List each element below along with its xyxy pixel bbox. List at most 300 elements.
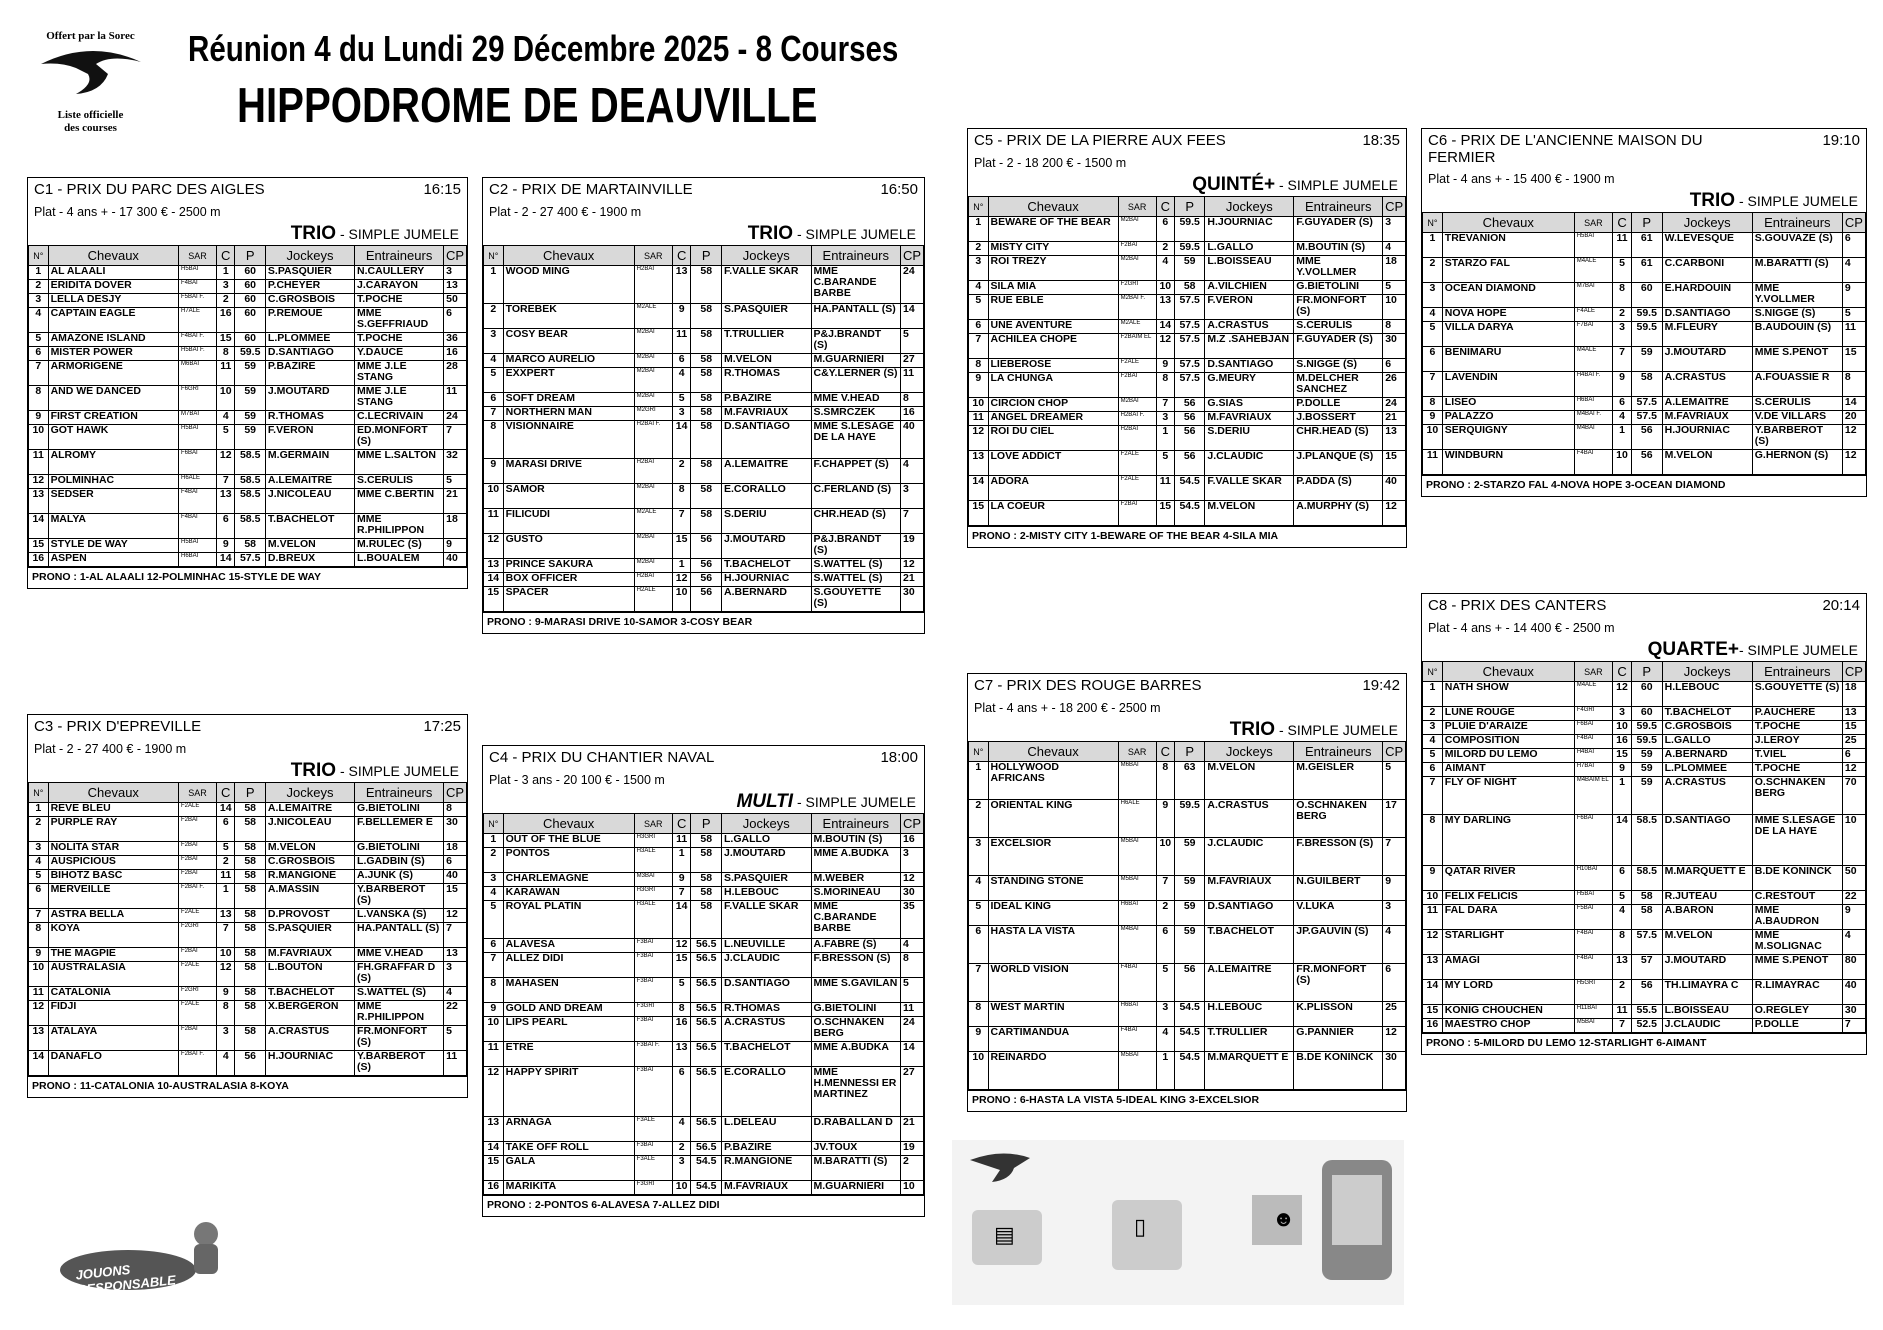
runner-row (29, 280, 467, 294)
jockey: J.MOUTARD (265, 386, 354, 411)
trainer: MME V.HEAD (355, 948, 444, 962)
column-header: SAR (1118, 197, 1156, 217)
runner-number: 7 (484, 953, 504, 978)
draw: 12 (672, 573, 691, 587)
bet-type (968, 174, 1406, 196)
runners-table (28, 782, 467, 1076)
jockey: H.LEBOUC (1205, 1002, 1294, 1027)
column-header: N° (484, 246, 504, 266)
draw: 11 (672, 329, 691, 354)
trainer: F.GUYADER (S) (1294, 334, 1383, 359)
sar-code: M2ALE (1118, 320, 1156, 334)
column-header: Entraineurs (811, 246, 901, 266)
trainer: O.SCHNAKEN BERG (1294, 800, 1383, 838)
jockey: D.SANTIAGO (1205, 359, 1294, 373)
weight: 55.5 (1631, 1005, 1662, 1019)
race-card-c7 (967, 673, 1407, 1112)
horse-name: PURPLE RAY (48, 817, 178, 842)
runner-number: 11 (484, 509, 504, 534)
draw: 3 (1156, 1002, 1174, 1027)
runner-row (484, 407, 924, 421)
runner-row (484, 1003, 924, 1017)
odds: 12 (901, 873, 924, 887)
odds: 10 (901, 1181, 924, 1195)
weight: 58 (235, 962, 265, 987)
race-time: 18:35 (1362, 132, 1400, 149)
runners-table (968, 741, 1406, 1090)
horse-name: MISTY CITY (988, 242, 1118, 256)
bet-sub: - SIMPLE JUMELE (1735, 193, 1858, 209)
odds: 13 (444, 280, 467, 294)
sar-code: M4BAI (1118, 926, 1156, 964)
prono-line: PRONO : 6-HASTA LA VISTA 5-IDEAL KING 3-EXCELSIOR (968, 1090, 1406, 1111)
jockey: C.GROSBOIS (1662, 721, 1752, 735)
jockey: A.BERNARD (1662, 749, 1752, 763)
jockey: T.BACHELOT (721, 559, 811, 573)
trainer: S.GOUYETTE (S) (1752, 682, 1842, 707)
horse-name: CHARLEMAGNE (503, 873, 634, 887)
draw: 4 (672, 368, 691, 393)
race-info: Plat - 2 - 18 200 € - 1500 m (974, 156, 1127, 170)
runner-row (1423, 233, 1866, 258)
prono-line: PRONO : 9-MARASI DRIVE 10-SAMOR 3-COSY BEAR (483, 612, 924, 633)
jockey: J.MOUTARD (721, 534, 811, 559)
race-header (968, 129, 1406, 152)
weight: 58 (235, 803, 265, 817)
person-icon: ☻ (1272, 1206, 1296, 1231)
draw: 9 (1613, 763, 1632, 777)
draw: 11 (672, 834, 691, 848)
draw: 11 (217, 361, 235, 386)
odds: 8 (901, 393, 924, 407)
draw: 9 (672, 304, 691, 329)
runner-number: 3 (484, 329, 504, 354)
column-header: C (217, 246, 235, 266)
horse-name: KOYA (48, 923, 178, 948)
jouons-responsable-badge (56, 1212, 221, 1298)
draw: 5 (672, 393, 691, 407)
odds: 15 (1383, 451, 1406, 476)
odds: 70 (1842, 777, 1865, 815)
jockey: X.BERGERON (265, 1001, 354, 1026)
draw: 2 (1613, 308, 1632, 322)
weight: 58.5 (235, 475, 265, 489)
runner-number: 7 (1423, 777, 1443, 815)
runner-number: 5 (29, 870, 49, 884)
weight: 58 (235, 923, 265, 948)
trainer: MME R.PHILIPPON (355, 514, 444, 539)
runner-number: 6 (1423, 763, 1443, 777)
jockey: A.CRASTUS (721, 1017, 811, 1042)
runner-number: 6 (1423, 347, 1443, 372)
runner-row (1423, 777, 1866, 815)
horse-name: OCEAN DIAMOND (1442, 283, 1574, 308)
sar-code: H6ALE (1118, 800, 1156, 838)
runner-row (484, 484, 924, 509)
weight: 59 (1631, 777, 1662, 815)
draw: 3 (1156, 412, 1174, 426)
runner-number: 13 (29, 489, 49, 514)
runner-row (1423, 905, 1866, 930)
runner-row (969, 398, 1406, 412)
weight: 58 (691, 459, 722, 484)
jockey: D.BREUX (265, 553, 354, 567)
runner-row (29, 553, 467, 567)
sar-code: F5BAI (1574, 905, 1612, 930)
trainer: MME C.BARANDE BARBE (811, 901, 901, 939)
race-name (1428, 597, 1606, 617)
sar-code: H2BAI F. (634, 421, 672, 459)
sar-code: F2BAI (178, 948, 216, 962)
odds: 3 (1383, 217, 1406, 242)
horse-name: NOLITA STAR (48, 842, 178, 856)
horse-name: CARTIMANDUA (988, 1027, 1118, 1052)
runner-row (484, 1117, 924, 1142)
trainer: CHR.HEAD (S) (1294, 426, 1383, 451)
odds: 5 (1383, 762, 1406, 800)
sar-code: M5BAI (1574, 1019, 1612, 1033)
draw: 2 (1156, 901, 1174, 926)
race-info: Plat - 4 ans + - 17 300 € - 2500 m (34, 205, 221, 219)
sar-code: F2BAI F. (178, 1051, 216, 1076)
odds: 9 (1842, 905, 1865, 930)
horse-name: WEST MARTIN (988, 1002, 1118, 1027)
column-header: Chevaux (503, 246, 634, 266)
runner-row (29, 870, 467, 884)
trainer: M.DELCHER SANCHEZ (1294, 373, 1383, 398)
weight: 58 (691, 354, 722, 368)
draw: 3 (672, 1156, 691, 1181)
jockey: A.CRASTUS (1205, 800, 1294, 838)
draw: 5 (217, 425, 235, 450)
runner-row (1423, 411, 1866, 425)
horse-name: BENIMARU (1442, 347, 1574, 372)
horse-name: MILORD DU LEMO (1442, 749, 1574, 763)
draw: 13 (217, 909, 235, 923)
sorec-swoosh-icon (36, 44, 146, 106)
odds: 21 (901, 573, 924, 587)
runner-number: 14 (484, 573, 504, 587)
trainer: M.WEBER (811, 873, 901, 887)
weight: 56.5 (691, 978, 722, 1003)
draw: 1 (217, 266, 235, 280)
draw: 8 (672, 1003, 691, 1017)
draw: 1 (672, 848, 691, 873)
weight: 56 (235, 1051, 265, 1076)
draw: 14 (217, 553, 235, 567)
bet-sub: - SIMPLE JUMELE (1275, 177, 1398, 193)
jockey: A.CRASTUS (1205, 320, 1294, 334)
horse-name: AND WE DANCED (48, 386, 178, 411)
runner-number: 2 (484, 304, 504, 329)
trainer: Y.BARBEROT (S) (355, 884, 444, 909)
odds: 12 (901, 559, 924, 573)
horse-name: FILICUDI (503, 509, 634, 534)
runner-row (1423, 450, 1866, 475)
column-header: N° (29, 246, 49, 266)
column-header: P (1175, 197, 1205, 217)
runner-number: 1 (969, 762, 989, 800)
runner-number: 3 (969, 838, 989, 876)
weight: 56 (691, 573, 722, 587)
runner-number: 8 (484, 421, 504, 459)
draw: 6 (1613, 866, 1632, 891)
weight: 61 (1631, 233, 1662, 258)
weight: 59 (1175, 876, 1205, 901)
prono-line: PRONO : 11-CATALONIA 10-AUSTRALASIA 8-KOYA (28, 1076, 467, 1097)
trainer: G.PANNIER (1294, 1027, 1383, 1052)
sar-code: F2ALE (178, 803, 216, 817)
odds: 40 (444, 553, 467, 567)
sar-code: F2BAI (178, 870, 216, 884)
odds: 9 (444, 539, 467, 553)
runner-row (29, 294, 467, 308)
runner-row (29, 909, 467, 923)
column-header: Jockeys (721, 246, 811, 266)
draw: 12 (1156, 334, 1174, 359)
weight: 58.5 (1631, 866, 1662, 891)
trainer: P.ADDA (S) (1294, 476, 1383, 501)
jockey: J.CLAUDIC (1205, 451, 1294, 476)
runner-row (484, 834, 924, 848)
weight: 57.5 (1175, 320, 1205, 334)
horse-name: AUSTRALASIA (48, 962, 178, 987)
runner-row (484, 901, 924, 939)
sar-code: F2ALE (1118, 476, 1156, 501)
weight: 61 (1631, 258, 1662, 283)
sar-code: F3BAI (634, 939, 672, 953)
draw: 8 (1156, 373, 1174, 398)
runner-row (969, 800, 1406, 838)
horse-name: ACHILEA CHOPE (988, 334, 1118, 359)
sar-code: M2GRI (634, 407, 672, 421)
weight: 57 (1631, 955, 1662, 980)
runner-row (1423, 283, 1866, 308)
horse-name: VILLA DARYA (1442, 322, 1574, 347)
runner-row (1423, 372, 1866, 397)
draw: 6 (217, 817, 235, 842)
weight: 59 (235, 361, 265, 386)
horse-name: MAESTRO CHOP (1442, 1019, 1574, 1033)
horse-name: STYLE DE WAY (48, 539, 178, 553)
runner-number: 9 (484, 1003, 504, 1017)
horse-name: PALAZZO (1442, 411, 1574, 425)
weight: 59 (235, 425, 265, 450)
race-info: Plat - 4 ans + - 15 400 € - 1900 m (1428, 172, 1615, 186)
runner-number: 14 (1423, 980, 1443, 1005)
weight: 54.5 (1175, 1052, 1205, 1090)
runner-row (29, 333, 467, 347)
weight: 56 (1175, 451, 1205, 476)
draw: 16 (217, 308, 235, 333)
column-header: Entraineurs (1752, 213, 1842, 233)
horse-name: COSY BEAR (503, 329, 634, 354)
runner-number: 10 (969, 1052, 989, 1090)
bet-main: QUINTÉ+ (1192, 174, 1276, 195)
sar-code: F2BAI (1118, 501, 1156, 526)
runner-number: 9 (1423, 411, 1443, 425)
weight: 56 (1175, 412, 1205, 426)
odds: 22 (1842, 891, 1865, 905)
jockey: L.BOUTON (265, 962, 354, 987)
trainer: ED.MONFORT (S) (355, 425, 444, 450)
trainer: C.LECRIVAIN (355, 411, 444, 425)
horse-name: AMAZONE ISLAND (48, 333, 178, 347)
weight: 60 (1631, 682, 1662, 707)
trainer: O.SCHNAKEN BERG (811, 1017, 901, 1042)
column-header: C (1156, 742, 1174, 762)
runner-row (29, 856, 467, 870)
jockey: L.BOISSEAU (1662, 1005, 1752, 1019)
prono-line: PRONO : 1-AL ALAALI 12-POLMINHAC 15-STYLE DE WAY (28, 567, 467, 588)
sar-code: F3GRI (634, 1181, 672, 1195)
trainer: T.POCHE (1752, 763, 1842, 777)
draw: 1 (1613, 425, 1632, 450)
trainer: P&J.BRANDT (S) (811, 534, 901, 559)
draw: 9 (217, 987, 235, 1001)
sar-code: H6BAI (178, 553, 216, 567)
trainer: MME S.LESAGE DE LA HAYE (1752, 815, 1842, 866)
weight: 58 (235, 539, 265, 553)
column-header: P (235, 246, 265, 266)
runner-number: 12 (484, 534, 504, 559)
jockey: M.FAVRIAUX (1205, 876, 1294, 901)
jockey: A.LEMAITRE (721, 459, 811, 484)
runner-number: 15 (484, 1156, 504, 1181)
weight: 56 (691, 559, 722, 573)
odds: 7 (901, 509, 924, 534)
draw: 6 (217, 514, 235, 539)
race-name (34, 718, 201, 738)
sar-code: F5BAI F. (178, 294, 216, 308)
trainer: S.CERULIS (1294, 320, 1383, 334)
column-header: Entraineurs (355, 246, 444, 266)
draw: 15 (672, 534, 691, 559)
odds: 12 (444, 909, 467, 923)
horse-name: ASTRA BELLA (48, 909, 178, 923)
runner-number: 9 (1423, 866, 1443, 891)
odds: 36 (444, 333, 467, 347)
horse-name: POLMINHAC (48, 475, 178, 489)
runner-number: 1 (29, 803, 49, 817)
odds: 4 (1842, 258, 1865, 283)
runner-row (1423, 1019, 1866, 1033)
runner-row (484, 1017, 924, 1042)
runner-number: 14 (29, 1051, 49, 1076)
horse-name: ETRE (503, 1042, 634, 1067)
jockey: J.CLAUDIC (1662, 1019, 1752, 1033)
race-info: Plat - 4 ans + - 14 400 € - 2500 m (1428, 621, 1615, 635)
runner-number: 9 (29, 411, 49, 425)
jockey: L.GALLO (1662, 735, 1752, 749)
runners-table (483, 813, 924, 1195)
odds: 12 (1383, 501, 1406, 526)
sar-code: M5BAI (1118, 1052, 1156, 1090)
race-title: PRIX D'EPREVILLE (66, 718, 202, 735)
runner-row (969, 426, 1406, 451)
trainer: S.WATTEL (S) (811, 559, 901, 573)
trainer: D.RABALLAN D (811, 1117, 901, 1142)
runner-row (969, 476, 1406, 501)
jockey: D.PROVOST (265, 909, 354, 923)
jockey: M.VELON (265, 539, 354, 553)
runner-row (1423, 735, 1866, 749)
column-header: P (1631, 213, 1662, 233)
runner-row (29, 386, 467, 411)
weight: 56.5 (691, 1117, 722, 1142)
weight: 58 (691, 304, 722, 329)
sar-code: M2ALE (634, 304, 672, 329)
jockey: R.MANGIONE (721, 1156, 811, 1181)
odds: 22 (444, 1001, 467, 1026)
jockey: D.SANTIAGO (265, 347, 354, 361)
draw: 1 (1156, 426, 1174, 451)
trainer: S.SMRCZEK (811, 407, 901, 421)
draw: 14 (1156, 320, 1174, 334)
race-code: C6 - (1428, 132, 1457, 149)
runner-row (484, 459, 924, 484)
weight: 58 (235, 1001, 265, 1026)
draw: 15 (217, 333, 235, 347)
weight: 54.5 (1175, 476, 1205, 501)
sar-code: M2BAI F. (1118, 295, 1156, 320)
runner-row (484, 266, 924, 304)
sar-code: F4BAI (178, 489, 216, 514)
jockey: M.FAVRIAUX (721, 1181, 811, 1195)
odds: 4 (1383, 926, 1406, 964)
race-name (1428, 132, 1758, 168)
trainer: MME S.PENOT (1752, 955, 1842, 980)
runner-row (969, 838, 1406, 876)
runner-row (484, 329, 924, 354)
sar-code: F2ALE (178, 1001, 216, 1026)
odds: 13 (444, 948, 467, 962)
trainer: CHR.HEAD (S) (811, 509, 901, 534)
runner-row (1423, 707, 1866, 721)
odds: 30 (1383, 1052, 1406, 1090)
runner-number: 10 (969, 398, 989, 412)
odds: 30 (901, 887, 924, 901)
trainer: M.GUARNIERI (811, 1181, 901, 1195)
weight: 60 (235, 280, 265, 294)
sar-code: M4BAIM EL (1574, 777, 1612, 815)
weight: 56.5 (691, 1017, 722, 1042)
runner-row (1423, 347, 1866, 372)
horse-name: LA COEUR (988, 501, 1118, 526)
horse-name: TAKE OFF ROLL (503, 1142, 634, 1156)
runner-row (1423, 397, 1866, 411)
odds: 14 (901, 1042, 924, 1067)
sar-code: F2BAI (178, 1026, 216, 1051)
odds: 4 (901, 939, 924, 953)
horse-name: BOX OFFICER (503, 573, 634, 587)
weight: 58 (691, 266, 722, 304)
race-card-c3 (27, 714, 468, 1098)
column-header: CP (444, 246, 467, 266)
horse-name: LUNE ROUGE (1442, 707, 1574, 721)
runner-row (29, 1001, 467, 1026)
jockey: G.SIAS (1205, 398, 1294, 412)
jockey: F.VALLE SKAR (721, 901, 811, 939)
draw: 2 (217, 294, 235, 308)
odds: 7 (1842, 1019, 1865, 1033)
runner-number: 1 (484, 834, 504, 848)
runner-row (484, 354, 924, 368)
race-title: PRIX DE LA PIERRE AUX FEES (1006, 132, 1226, 149)
odds: 5 (444, 1026, 467, 1051)
draw: 14 (1613, 815, 1632, 866)
weight: 56.5 (691, 939, 722, 953)
